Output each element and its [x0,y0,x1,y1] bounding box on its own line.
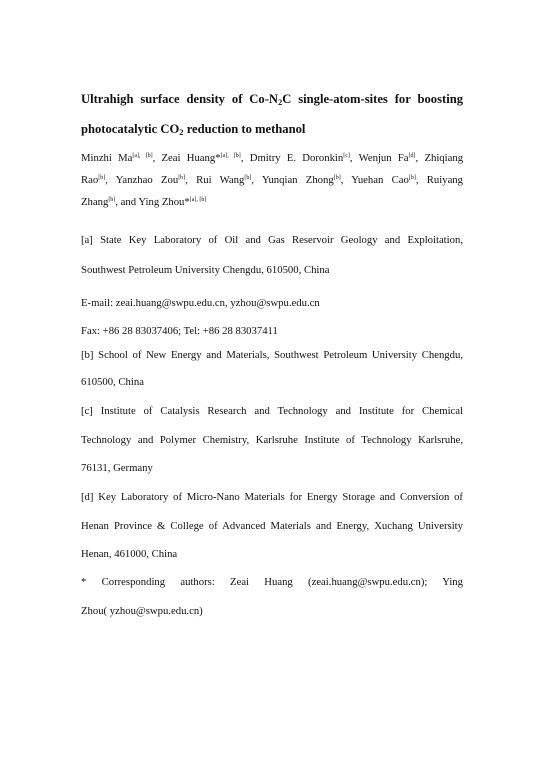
author-affiliation: [b] [244,175,252,181]
affiliation-d-line-1: [d] Key Laboratory of Micro-Nano Materials for Energy Storage and Conversion of [81,491,463,503]
author-affiliation: [b] [108,197,116,203]
title-subscript: 2 [278,97,283,107]
affiliation-c-line-1: [c] Institute of Catalysis Research and Technology and Institute for Chemical [81,405,463,417]
author-name: Wenjun Fa [358,152,409,164]
contact-email: E-mail: zeai.huang@swpu.edu.cn, yzhou@swpu.edu.cn [81,297,320,309]
title-text: reduction to methanol [183,122,306,136]
affiliation-d-line-3: Henan, 461000, China [81,548,178,560]
affiliation-a-line-1: [a] State Key Laboratory of Oil and Gas Reservoir Geology and Exploitation, [81,234,463,246]
author-affiliation: [b] [98,175,106,181]
author-affiliation: [b] [178,175,186,181]
author-name-last: Rao [81,174,99,186]
author-affiliation: [a], [b] [189,197,207,203]
author-affiliation: [a], [b] [132,153,153,159]
corresponding-line-2: Zhou( yzhou@swpu.edu.cn) [81,605,203,617]
title-subscript: 2 [179,127,184,137]
author-affiliation: [a], [b] [220,153,241,159]
affiliation-c-line-3: 76131, Germany [81,462,153,474]
affiliation-d-line-2: Henan Province & College of Advanced Materials and Energy, Xuchang University [81,520,463,532]
contact-fax-tel: Fax: +86 28 83037406; Tel: +86 28 83037411 [81,325,278,337]
author-line-1: Minzhi Ma[a], [b], Zeai Huang*[a], [b], Dmitry E. Doronkin[c], Wenjun Fa[d], Zhiqiang [81,152,464,164]
author-name: Yanzhao Zou [115,174,179,186]
author-name: Ying Zhou* [138,196,190,208]
title-text: photocatalytic CO [81,122,180,136]
author-connector: and [120,196,137,208]
author-name: Rui Wang [196,174,245,186]
affiliation-c-line-2: Technology and Polymer Chemistry, Karlsruhe Institute of Technology Karlsruhe, [81,434,463,446]
affiliation-a-line-2: Southwest Petroleum University Chengdu, 610500, China [81,264,330,276]
author-name-first: Zhiqiang [424,152,464,164]
author-affiliation: [d] [408,153,416,159]
affiliation-b-line-2: 610500, China [81,376,144,388]
paper-title-line-2 [81,114,463,148]
author-affiliation: [c] [343,153,350,159]
author-affiliation: [b] [408,175,416,181]
author-name: Yuehan Cao [351,174,409,186]
author-name-last: Zhang [81,196,109,208]
author-name: Yunqian Zhong [261,174,334,186]
author-line-2: Rao[b], Yanzhao Zou[b], Rui Wang[b], Yunqian Zhong[b], Yuehan Cao[b], Ruiyang [81,174,463,186]
author-name: Dmitry E. Doronkin [249,152,344,164]
title-text: Ultrahigh surface density of Co-N [81,92,278,106]
author-affiliation: [b] [333,175,341,181]
author-name: Minzhi Ma [81,152,133,164]
affiliation-b-line-1: [b] School of New Energy and Materials, Southwest Petroleum University Chengdu, [81,349,463,361]
author-name: Zeai Huang* [161,152,221,164]
title-text: C single-atom-sites for boosting [282,92,463,106]
author-name-first: Ruiyang [426,174,463,186]
paper-title-line-1 [81,84,463,118]
corresponding-line-1: * Corresponding authors: Zeai Huang (zeai.huang@swpu.edu.cn); Ying [81,576,463,588]
author-line-3: Zhang[b], and Ying Zhou*[a], [b] [81,196,207,208]
